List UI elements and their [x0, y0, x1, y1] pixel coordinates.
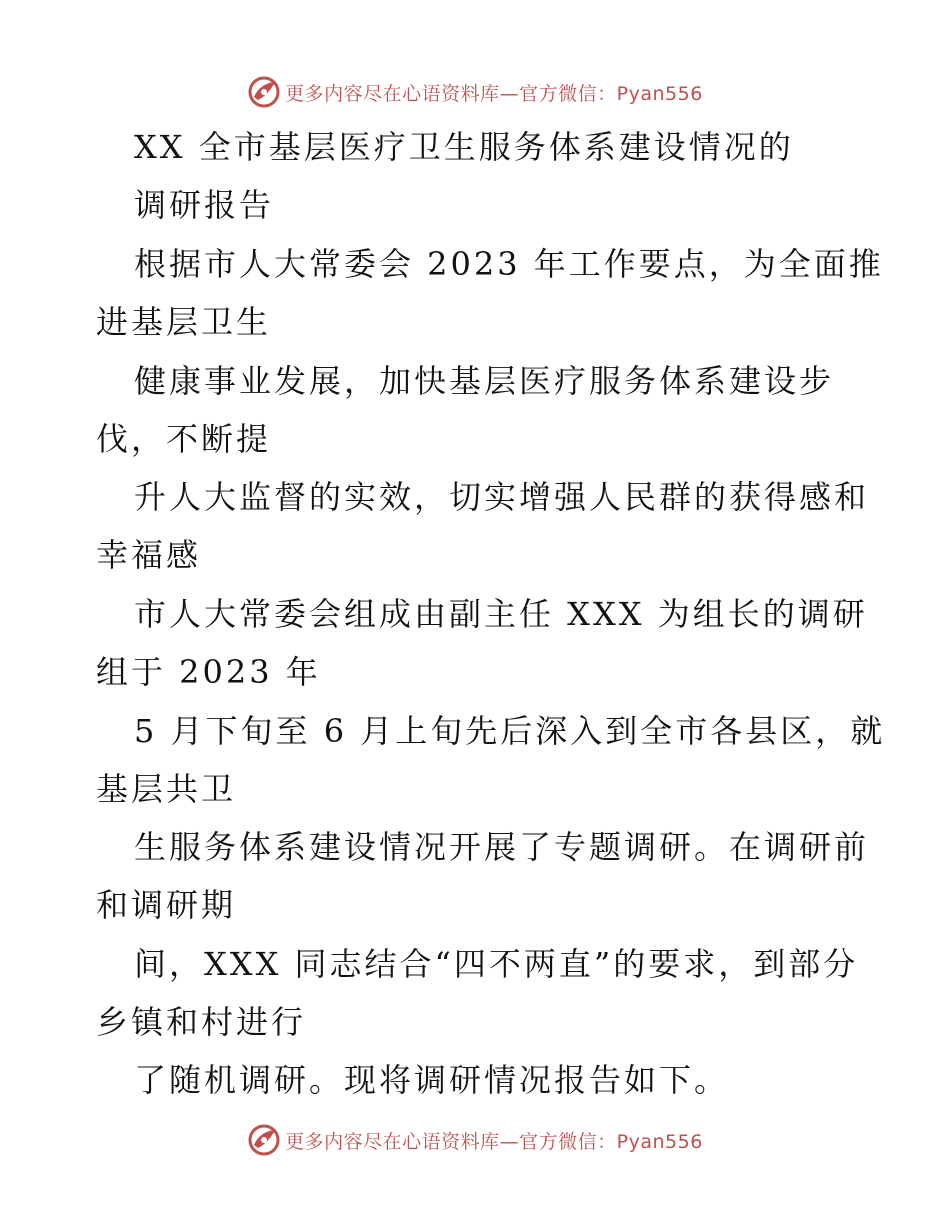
paragraph-line: 了随机调研。现将调研情况报告如下。	[134, 1061, 730, 1099]
paragraph-line: 生服务体系建设情况开展了专题调研。在调研前	[134, 828, 870, 866]
paragraph-line: 伐，不断提	[96, 420, 272, 458]
title-line-1: XX 全市基层医疗卫生服务体系建设情况的	[134, 128, 794, 166]
paragraph-line: 5 月下旬至 6 月上旬先后深入到全市各县区，就	[134, 712, 886, 750]
paragraph-line: 间，XXX 同志结合“四不两直”的要求，到部分	[134, 945, 859, 983]
header-banner	[0, 70, 950, 114]
paragraph-line: 升人大监督的实效，切实增强人民群的获得感和	[134, 478, 870, 516]
paragraph-line: 乡镇和村进行	[96, 1003, 307, 1041]
paragraph-line: 市人大常委会组成由副主任 XXX 为组长的调研	[134, 595, 868, 633]
header-banner-text: 更多内容尽在心语资料库—官方微信：Pyan556	[285, 82, 703, 105]
paragraph-line: 基层共卫	[96, 770, 237, 808]
title-line-2: 调研报告	[134, 186, 275, 224]
footer-banner-text: 更多内容尽在心语资料库—官方微信：Pyan556	[285, 1130, 703, 1153]
paragraph-line: 根据市人大常委会 2023 年工作要点，为全面推	[134, 245, 884, 283]
paragraph-line: 健康事业发展，加快基层医疗服务体系建设步	[134, 362, 835, 400]
pen-nib-logo-icon	[247, 1123, 281, 1157]
footer-banner	[0, 1118, 950, 1162]
paragraph-line: 幸福感	[96, 536, 202, 574]
paragraph-line: 和调研期	[96, 886, 237, 924]
paragraph-line: 进基层卫生	[96, 303, 272, 341]
pen-nib-logo-icon	[247, 75, 281, 109]
paragraph-line: 组于 2023 年	[96, 653, 321, 691]
